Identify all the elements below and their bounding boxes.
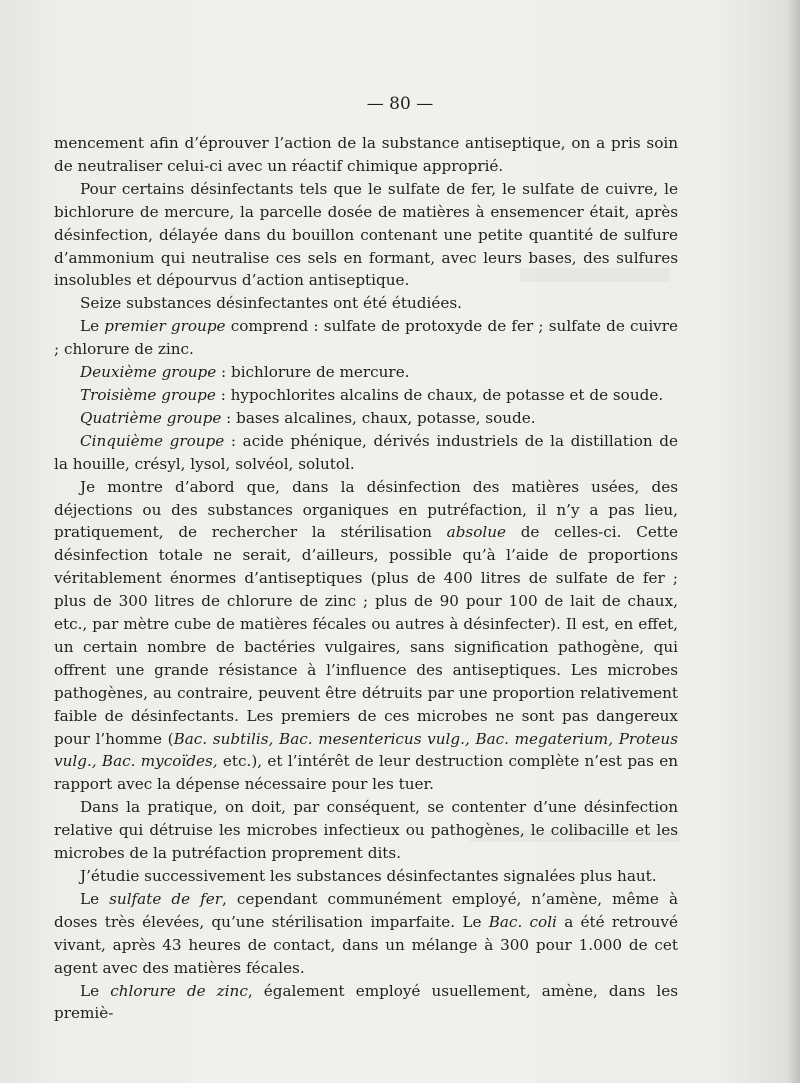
text-run: , cependant communément employé, n’amène, même à doses très élevées, qu’une stérilisation imparfaite. Le — [54, 889, 679, 931]
text-run: mencement afin d’éprouver l’action de la substance antiseptique, on a pris soin de neutraliser celui-ci avec un réactif chimique approprié. — [54, 134, 678, 175]
paragraph-p11 — [54, 865, 678, 888]
paragraph-p4 — [54, 315, 678, 361]
text-run: Le — [80, 981, 111, 1000]
page-number: — 80 — — [366, 94, 434, 114]
text-run: : bichlorure de mercure. — [216, 363, 410, 382]
text-run: de celles-ci. Cette désinfection totale ne serait, d’ailleurs, possible qu’à l’aide de proportions véritablement énormes d’antiseptiques (plus de 400 litres de sulfate de fer ; plus de 300 litres de chlorure de zinc ; plus de 90 pour 100 de lait de chaux, etc., par mètre cube de matières fécales ou autres à désinfecter). Il est, en effet, un certain nombre de bactéries vulgaires, sans signification pathogène, qui offrent une grande résistance à l’influence des antiseptiques. Les microbes pathogènes, au contraire, peuvent être détruits par une proportion relativement faible de désinfectants. Les premiers de ces microbes ne sont pas dangereux pour l’homme ( — [54, 523, 679, 748]
paragraph-p3 — [54, 292, 678, 315]
text-run: J’étudie successivement les substances désinfectantes signalées plus haut. — [80, 867, 657, 885]
paragraph-p5 — [54, 361, 678, 384]
text-run: Je montre d’abord que, dans la désinfection des matières usées, des déjections ou des substances organiques en putréfaction, il n’y a pas lieu, pratiquement, de rechercher la stérilisation — [54, 477, 678, 542]
paragraph-p10 — [54, 796, 678, 865]
body-text — [54, 132, 678, 1025]
italic-run: Deuxième groupe — [80, 363, 217, 382]
italic-run: sulfate de fer — [109, 889, 222, 908]
italic-run: Cinquième groupe — [80, 431, 225, 450]
text-run: Le — [80, 317, 105, 336]
italic-run: Bac. subtilis, Bac. mesentericus vulg., Bac. megaterium, Proteus vulg., Bac. mycoïdes, — [54, 729, 678, 771]
text-run: Le — [80, 889, 110, 908]
italic-run: Troisième groupe — [80, 385, 216, 404]
text-run: Dans la pratique, on doit, par conséquent, se contenter d’une désinfection relative qui détruise les microbes infectieux ou pathogènes, le colibacille et les microbes de la putréfaction proprement dits. — [54, 798, 678, 863]
italic-run: premier groupe — [104, 317, 226, 336]
paragraph-p6 — [54, 384, 678, 407]
text-run: Seize substances désinfectantes ont été étudiées. — [80, 294, 462, 313]
text-run: : bases alcalines, chaux, potasse, soude. — [221, 408, 536, 427]
text-run: a été retrouvé vivant, après 43 heures de contact, dans un mélange à 300 pour 1.000 de cet agent avec des matières fécales. — [54, 912, 678, 977]
text-run: , également employé usuellement, amène, dans les premiè- — [54, 981, 679, 1023]
text-run: etc.), et l’intérêt de leur destruction complète n’est pas en rapport avec la dépense nécessaire pour les tuer. — [54, 752, 678, 794]
paragraph-p12 — [54, 888, 678, 980]
paragraph-p13 — [54, 980, 678, 1026]
italic-run: Quatrième groupe — [80, 408, 222, 427]
paragraph-p2 — [54, 178, 678, 293]
text-run: : acide phénique, dérivés industriels de la distillation de la houille, crésyl, lysol, solvéol, solutol. — [54, 431, 678, 473]
paragraph-p7 — [54, 407, 678, 430]
paragraph-p9 — [54, 476, 678, 797]
italic-run: chlorure de zinc — [110, 981, 248, 1000]
paragraph-p1 — [54, 132, 678, 178]
italic-run: Bac. coli — [488, 912, 557, 931]
paragraph-p8 — [54, 430, 678, 476]
text-run: : hypochlorites alcalins de chaux, de potasse et de soude. — [215, 385, 664, 404]
italic-run: absolue — [446, 523, 506, 542]
text-run: Pour certains désinfectants tels que le sulfate de fer, le sulfate de cuivre, le bichlorure de mercure, la parcelle dosée de matières à ensemencer était, après désinfection, délayée dans du bouillon contenant une petite quantité de sulfure d’ammonium qui neutralise ces sels en formant, avec leurs bases, des sulfures insolubles et dépourvus d’action antiseptique. — [54, 179, 678, 290]
text-run: comprend : sulfate de protoxyde de fer ; sulfate de cuivre ; chlorure de zinc. — [54, 317, 679, 359]
page-edge-shadow — [786, 0, 800, 1083]
